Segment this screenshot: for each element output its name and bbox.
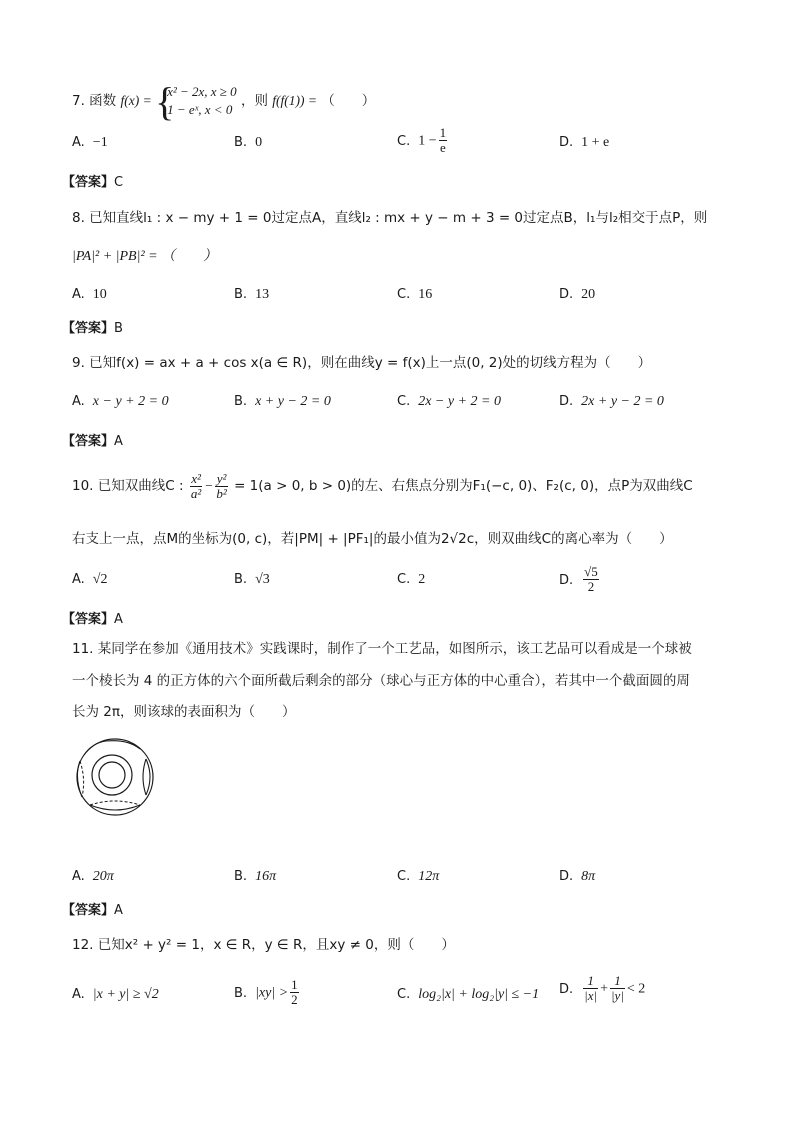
q12-line1: 12. 已知x² + y² = 1，x ∈ R，y ∈ R，且xy ≠ 0，则（ ） — [72, 937, 455, 953]
q7-answer: 【答案】C — [62, 175, 124, 190]
q8-options — [72, 286, 732, 308]
top-cut-arc — [84, 741, 106, 755]
q10-rest: = 1(a > 0, b > 0)的左、右焦点分别为F₁(−c, 0)、F₂(c, 0)，点P为双曲线C — [234, 478, 693, 494]
q10-frac-x: $\frac{\text{x²}}{\text{a²}}$ — [190, 470, 202, 501]
q12-option-c[interactable]: C. log₂|x| + log₂|y| ≤ −1 — [397, 987, 540, 1002]
q12-options — [72, 973, 732, 1008]
q11-option-d[interactable]: D. 8π — [559, 869, 596, 884]
q7-option-a[interactable]: A. −1 — [72, 135, 108, 150]
q7-fx: f(x) = — [120, 93, 156, 108]
q11-option-b[interactable]: B. 16π — [234, 869, 277, 884]
sphere-outline — [77, 739, 153, 815]
q12-d-frac1: $\frac{1}{|x|}$ — [584, 973, 598, 1003]
q7-paren: （ ） — [321, 93, 376, 109]
q8-answer: 【答案】B — [62, 321, 123, 336]
q10-prefix: 10. 已知双曲线C : — [72, 478, 184, 494]
q11-option-a[interactable]: A. 20π — [72, 869, 114, 884]
q11-line3: 长为 2π，则该球的表面积为（ ） — [72, 704, 296, 720]
q10-option-c[interactable]: C. 2 — [397, 572, 426, 587]
q9-option-b[interactable]: B. x + y − 2 = 0 — [234, 394, 331, 409]
q7-options — [72, 125, 732, 156]
q9-options — [72, 393, 732, 415]
q12-option-b[interactable]: B. |xy| > $\frac{1}{2}$ — [234, 977, 298, 1007]
q10-option-d[interactable]: D. $\frac{√5}{2}$ — [559, 564, 598, 594]
q7-mid: ，则 — [240, 93, 268, 109]
q9-answer: 【答案】A — [62, 434, 123, 449]
q7-piecewise — [157, 83, 237, 119]
q8-option-b[interactable]: B. 13 — [234, 287, 270, 302]
q8-line2: |PA|² + |PB|² = （ ） — [72, 249, 218, 264]
q11-line1: 11. 某同学在参加《通用技术》实践课时，制作了一个工艺品，如图所示，该工艺品可以看成是一个球被 — [72, 641, 692, 657]
q10-options — [72, 564, 732, 594]
q11-options — [72, 868, 732, 890]
right-cut-arc — [146, 759, 150, 795]
q9-line1: 9. 已知f(x) = ax + a + cos x(a ∈ R)，则在曲线y = f(x)上一点(0, 2)处的切线方程为（ ） — [72, 355, 652, 371]
q10-frac-y: $\frac{\text{y²}}{\text{b²}}$ — [216, 470, 227, 501]
q11-option-c[interactable]: C. 12π — [397, 869, 440, 884]
q9-option-a[interactable]: A. x − y + 2 = 0 — [72, 394, 169, 409]
q10-d-frac: $\frac{√5}{2}$ — [584, 564, 598, 594]
q12-d-frac2: $\frac{1}{|y|}$ — [610, 973, 624, 1003]
q7-option-c[interactable]: C. 1 − $\frac{1}{e}$ — [397, 125, 447, 155]
q8-option-a[interactable]: A. 10 — [72, 287, 107, 302]
front-cut-inner — [99, 762, 125, 788]
sphere-figure — [70, 735, 160, 825]
q10-answer: 【答案】A — [62, 612, 123, 627]
q9-option-d[interactable]: D. 2x + y − 2 = 0 — [559, 394, 664, 409]
q10-option-a[interactable]: A. √2 — [72, 572, 108, 587]
q9-option-c[interactable]: C. 2x − y + 2 = 0 — [397, 394, 501, 409]
q8-line1: 8. 已知直线l₁ : x − my + 1 = 0过定点A，直线l₂ : mx + y − m + 3 = 0过定点B，l₁与l₂相交于点P，则 — [72, 210, 708, 226]
q12-option-a[interactable]: A. |x + y| ≥ √2 — [72, 987, 159, 1002]
q7-option-b[interactable]: B. 0 — [234, 135, 263, 150]
q7-c-frac: $\frac{1}{e}$ — [439, 125, 447, 155]
q7-stem — [72, 78, 375, 124]
q7-case1: { x² − 2x, x ≥ 0 — [167, 84, 237, 99]
q7-case2: 1 − eˣ, x < 0 — [167, 102, 233, 117]
q7-prefix: 7. 函数 — [72, 93, 117, 109]
q7-expr: f(f(1)) = — [272, 93, 317, 108]
q12-b-frac: $\frac{1}{2}$ — [291, 977, 298, 1007]
front-cut-outer — [92, 755, 132, 795]
q7-option-d[interactable]: D. 1 + e — [559, 135, 610, 150]
q10-line1: 10. 已知双曲线C : $\frac{\text{x²}}{\text{a²}}$ − $\frac{\text{y²}}{\text{b²}}$ = 1(a > 0, b > 0)的左、右焦点分别为F₁(−c, 0)、F₂(c, 0)，点P为双曲线C — [72, 470, 693, 501]
q11-answer: 【答案】A — [62, 903, 123, 918]
bottom-cut-arc — [90, 801, 140, 805]
q11-line2: 一个棱长为 4 的正方体的六个面所截后剩余的部分（球心与正方体的中心重合），若其中一个截面圆的周 — [72, 673, 690, 689]
q10-option-b[interactable]: B. √3 — [234, 572, 270, 587]
q10-line2: 右支上一点，点M的坐标为(0, c)，若|PM| + |PF₁|的最小值为2√2c，则双曲线C的离心率为（ ） — [72, 531, 673, 547]
q12-option-d[interactable]: D. $\frac{1}{|x|}$ + $\frac{1}{|y|}$ < 2 — [559, 973, 646, 1003]
q8-option-d[interactable]: D. 20 — [559, 287, 596, 302]
q8-option-c[interactable]: C. 16 — [397, 287, 433, 302]
